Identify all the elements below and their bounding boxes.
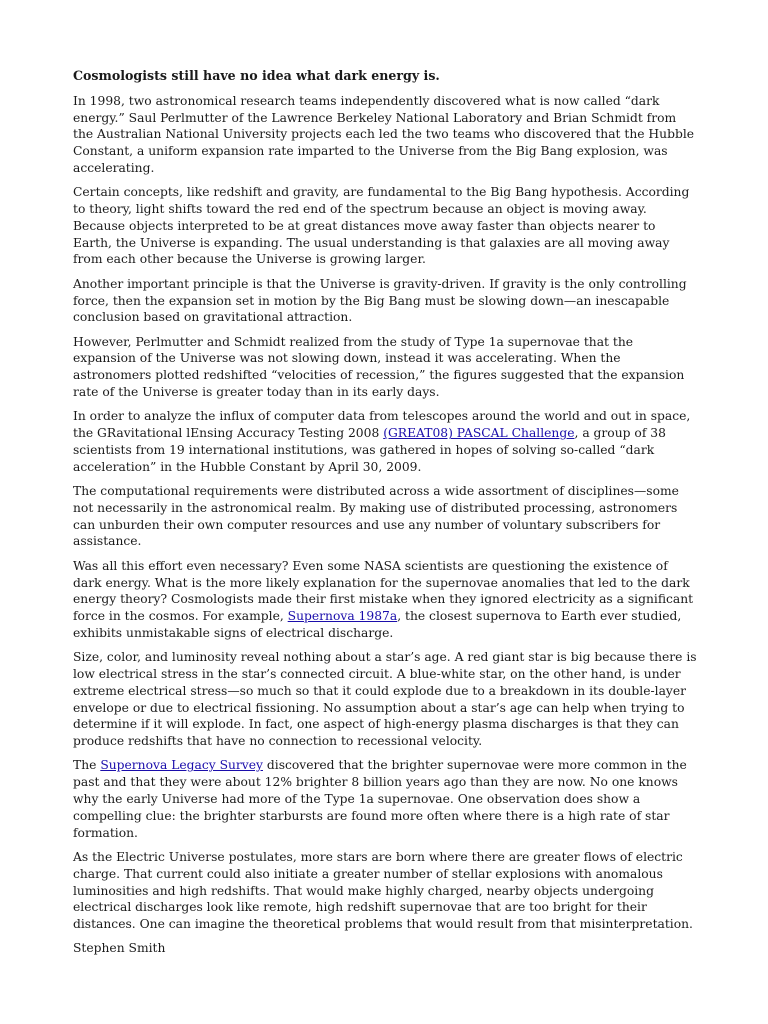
paragraph-8: Size, color, and luminosity reveal nothing about a star’s age. A red giant star is big because there is low electrical stress in the star’s connected circuit. A blue-white star, on the other hand, is under extreme electrical stress—so much so that it could explode due to a breakdown in its double-layer envelope or due to electrical fissioning. No assumption about a star’s age can help when trying to determine if it will explode. In fact, one aspect of high-energy plasma discharges is that they can produce redshifts that have no connection to recessional velocity.: [73, 650, 697, 749]
article: [73, 68, 697, 965]
paragraph-5-text-after: , a group of 38 scientists from 19 international institutions, was gathered in hopes of solving so-called “dark acceleration” in the Hubble Constant by April 30, 2009.: [73, 426, 666, 474]
paragraph-5-text-before: In order to analyze the influx of computer data from telescopes around the world and out in space, the GRavitational lEnsing Accuracy Testing 2008: [73, 409, 691, 441]
great08-pascal-challenge-link[interactable]: (GREAT08) PASCAL Challenge: [383, 426, 575, 441]
paragraph-9: [73, 757, 697, 841]
supernova-1987a-link[interactable]: Supernova 1987a: [287, 609, 398, 624]
article-title: Cosmologists still have no idea what dark energy is.: [73, 68, 440, 83]
paragraph-7: [73, 558, 697, 642]
paragraph-6: The computational requirements were distributed across a wide assortment of disciplines—some not necessarily in the astronomical realm. By making use of distributed processing, astronomers can unburden their own computer resources and use any number of voluntary subscribers for assistance.: [73, 484, 679, 549]
author-signature: Stephen Smith: [73, 941, 166, 956]
paragraph-5: [73, 408, 697, 475]
paragraph-9-text-before: The: [73, 758, 101, 773]
paragraph-3: Another important principle is that the Universe is gravity-driven. If gravity is the only controlling force, then the expansion set in motion by the Big Bang must be slowing down—an inescapable conclusion based on gravitational attraction.: [73, 276, 687, 325]
paragraph-4: However, Perlmutter and Schmidt realized from the study of Type 1a supernovae that the expansion of the Universe was not slowing down, instead it was accelerating. When the astronomers plotted redshifted “velocities of recession,” the figures suggested that the expansion rate of the Universe is greater today than in its early days.: [73, 334, 685, 400]
paragraph-7-text-before: Was all this effort even necessary? Even some NASA scientists are questioning the existence of dark energy. What is the more likely explanation for the supernovae anomalies that led to the dark energy theory? Cosmologists made their first mistake when they ignored electricity as a significant force in the cosmos. For example,: [73, 558, 694, 624]
paragraph-2: Certain concepts, like redshift and gravity, are fundamental to the Big Bang hypothesis. According to theory, light shifts toward the red end of the spectrum because an object is moving away. Because objects interpreted to be at great distances move away faster than objects nearer to Earth, the Universe is expanding. The usual understanding is that galaxies are all moving away from each other because the Universe is growing larger.: [73, 185, 690, 267]
paragraph-7-text-after: , the closest supernova to Earth ever studied, exhibits unmistakable signs of electrical discharge.: [73, 609, 682, 640]
paragraph-10: As the Electric Universe postulates, more stars are born where there are greater flows of electric charge. That current could also initiate a greater number of stellar explosions with anomalous luminosities and high redshifts. That would make highly charged, nearby objects undergoing electrical discharges look like remote, high redshift supernovae that are too bright for their distances. One can imagine the theoretical problems that would result from that misinterpretation.: [73, 849, 693, 932]
paragraph-9-text-after: discovered that the brighter supernovae were more common in the past and that they were about 12% brighter 8 billion years ago than they are now. No one knows why the early Universe had more of the Type 1a supernovae. One observation does show a compelling clue: the brighter starbursts are found more often where there is a high rate of star formation.: [73, 758, 687, 840]
supernova-legacy-survey-link[interactable]: Supernova Legacy Survey: [100, 758, 263, 773]
paragraph-1: In 1998, two astronomical research teams independently discovered what is now called “dark energy.” Saul Perlmutter of the Lawrence Berkeley National Laboratory and Brian Schmidt from the Australian National University projects each led the two teams who discovered that the Hubble Constant, a uniform expansion rate imparted to the Universe from the Big Bang explosion, was accelerating.: [73, 93, 695, 175]
